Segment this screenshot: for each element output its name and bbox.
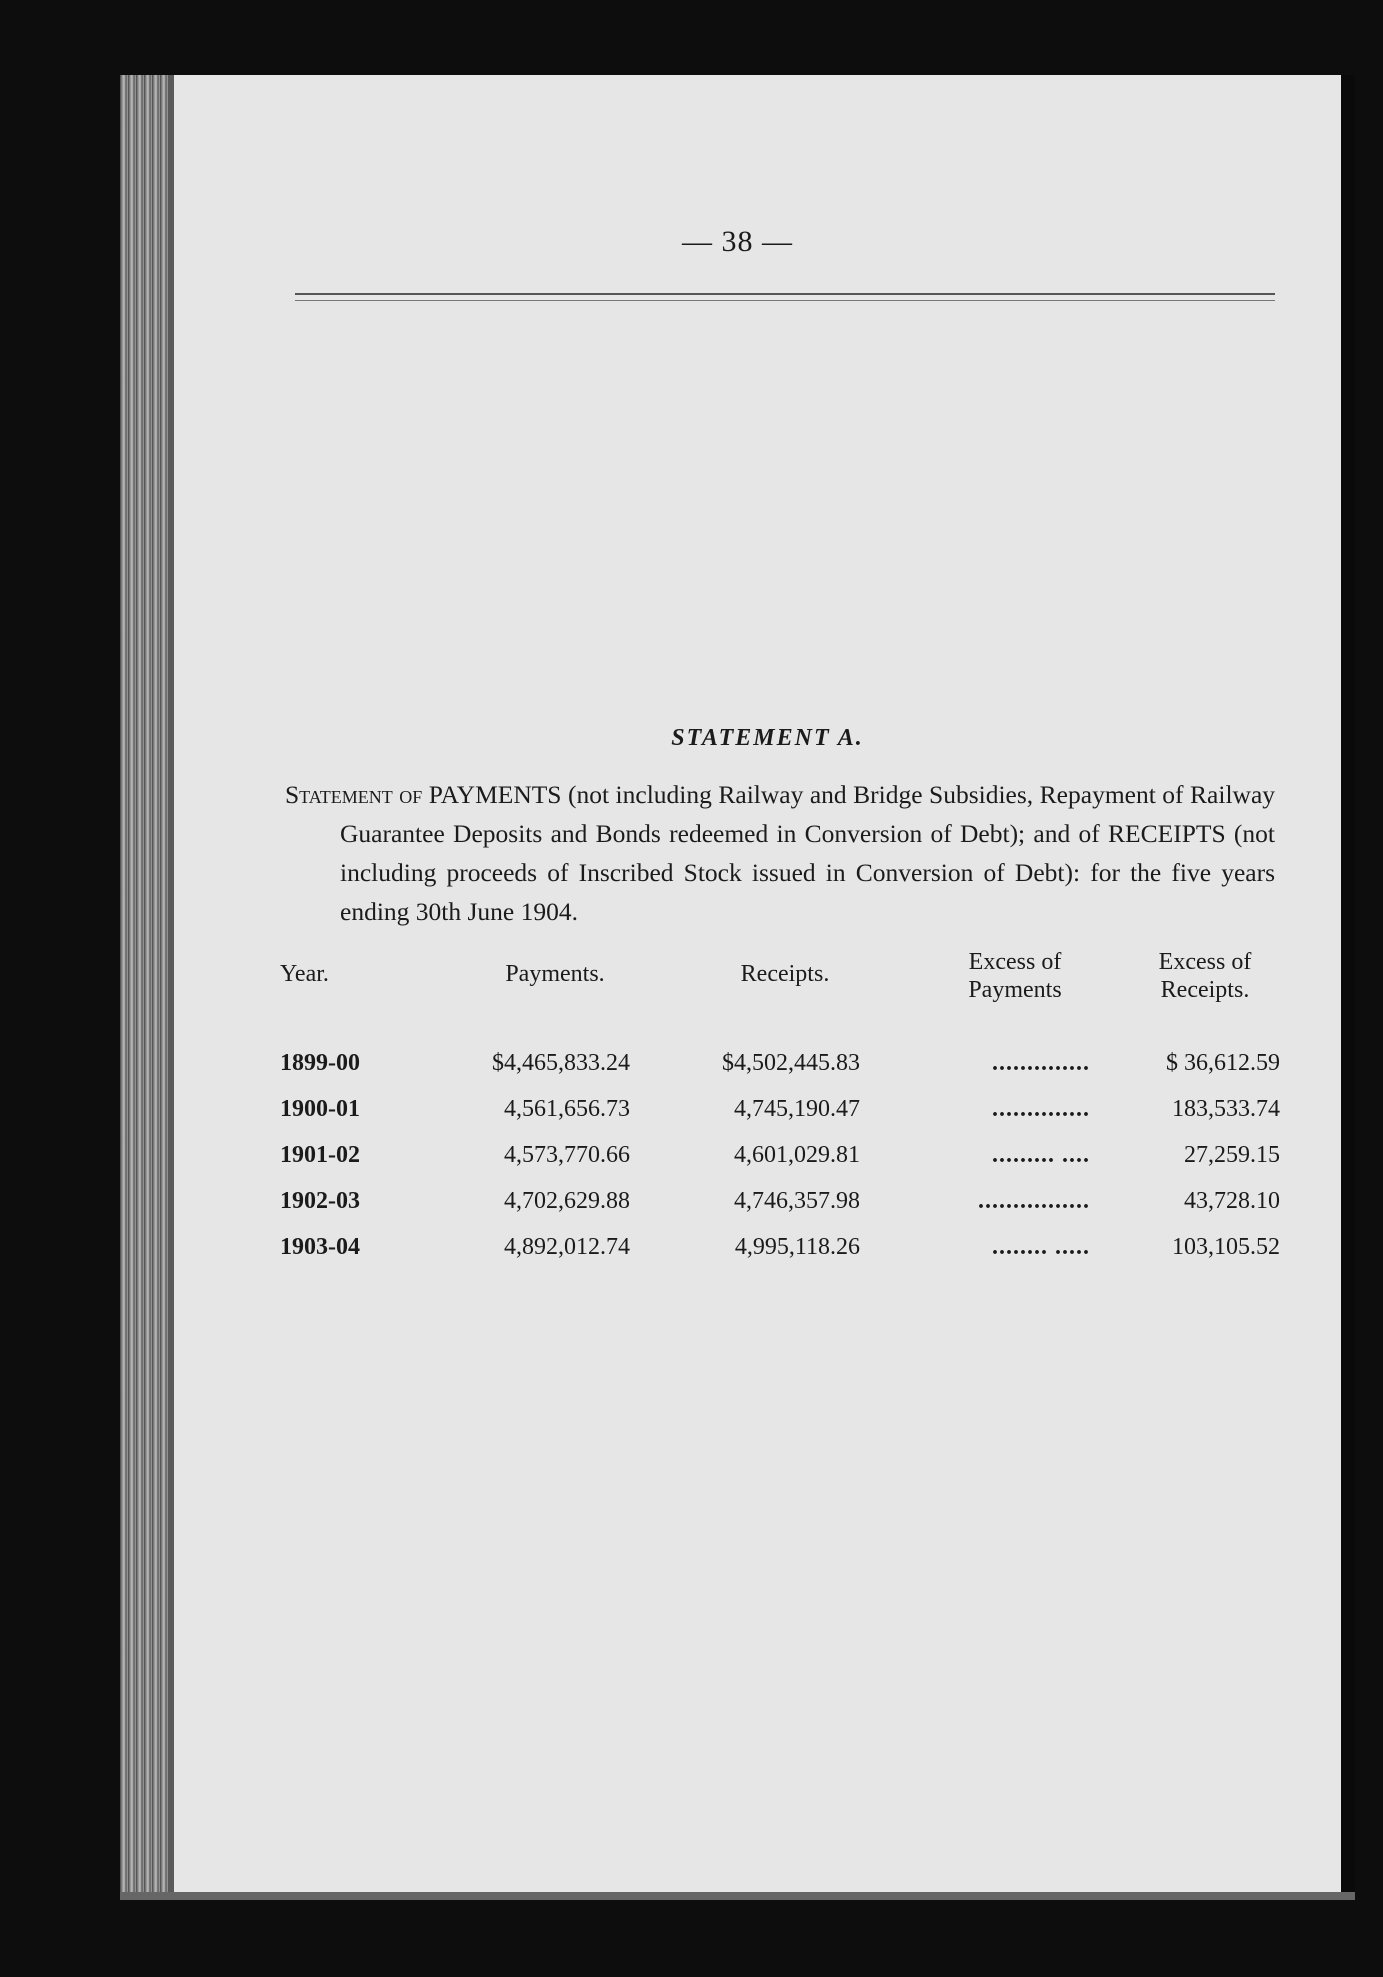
page-right-edge bbox=[1341, 75, 1355, 1900]
header-year: Year. bbox=[280, 961, 329, 987]
header-receipts: Receipts. bbox=[740, 961, 830, 987]
cell-excess-payments: .............. bbox=[992, 1050, 1090, 1076]
cell-excess-payments: .............. bbox=[992, 1096, 1090, 1122]
header-rule bbox=[295, 293, 1275, 295]
header-payments: Payments. bbox=[505, 961, 605, 987]
cell-year: 1903-04 bbox=[280, 1234, 360, 1260]
cell-receipts: 4,601,029.81 bbox=[734, 1142, 860, 1168]
cell-excess-payments: ........ ..... bbox=[992, 1234, 1090, 1260]
cell-excess-receipts: 183,533.74 bbox=[1172, 1096, 1280, 1122]
cell-receipts: 4,746,357.98 bbox=[734, 1188, 860, 1214]
cell-payments: 4,561,656.73 bbox=[504, 1096, 630, 1122]
table-row bbox=[280, 1135, 1280, 1181]
header-excess-payments-line2: Payments bbox=[968, 977, 1062, 1003]
table-row bbox=[280, 1227, 1280, 1273]
page-number: — 38 — bbox=[682, 225, 793, 258]
table-body bbox=[280, 1043, 1280, 1273]
table-row bbox=[280, 1181, 1280, 1227]
description-lead: Statement of bbox=[285, 780, 423, 809]
table-row bbox=[280, 1043, 1280, 1089]
cell-payments: 4,892,012.74 bbox=[504, 1234, 630, 1260]
header-excess-receipts bbox=[1130, 948, 1280, 1004]
cell-excess-payments: ................ bbox=[978, 1188, 1090, 1214]
cell-excess-receipts: 43,728.10 bbox=[1184, 1188, 1280, 1214]
cell-year: 1900-01 bbox=[280, 1096, 360, 1122]
cell-receipts: 4,745,190.47 bbox=[734, 1096, 860, 1122]
header-excess-receipts-line2: Receipts. bbox=[1160, 977, 1250, 1003]
statement-table bbox=[280, 950, 1280, 1273]
cell-payments: 4,702,629.88 bbox=[504, 1188, 630, 1214]
cell-excess-payments: ......... .... bbox=[992, 1142, 1090, 1168]
header-excess-receipts-line1: Excess of bbox=[1158, 949, 1252, 975]
cell-receipts: 4,995,118.26 bbox=[734, 1234, 860, 1260]
cell-excess-receipts: $ 36,612.59 bbox=[1166, 1050, 1280, 1076]
cell-year: 1901-02 bbox=[280, 1142, 360, 1168]
binding-gutter bbox=[120, 75, 168, 1900]
statement-description bbox=[285, 775, 1275, 931]
document-page bbox=[120, 75, 1355, 1900]
cell-year: 1902-03 bbox=[280, 1188, 360, 1214]
table-row bbox=[280, 1089, 1280, 1135]
header-excess-payments bbox=[940, 948, 1090, 1004]
cell-excess-receipts: 103,105.52 bbox=[1172, 1234, 1280, 1260]
cell-excess-receipts: 27,259.15 bbox=[1184, 1142, 1280, 1168]
cell-payments: $4,465,833.24 bbox=[492, 1050, 630, 1076]
cell-payments: 4,573,770.66 bbox=[504, 1142, 630, 1168]
header-rule-thin bbox=[295, 300, 1275, 301]
table-header bbox=[280, 950, 1280, 1025]
page-bottom-edge bbox=[120, 1892, 1355, 1900]
header-excess-payments-line1: Excess of bbox=[968, 949, 1062, 975]
statement-heading: STATEMENT A. bbox=[671, 725, 864, 751]
description-text: PAYMENTS (not including Railway and Bridge Subsidies, Repayment of Railway Guarantee Deposits and Bonds redeemed in Conversion of Debt); and of RECEIPTS (not including proceeds of Inscribed Stock issued in Conversion of Debt): for the five years ending 30th June 1904. bbox=[340, 780, 1276, 926]
cell-receipts: $4,502,445.83 bbox=[722, 1050, 860, 1076]
binding-edge bbox=[168, 75, 174, 1900]
cell-year: 1899-00 bbox=[280, 1050, 360, 1076]
